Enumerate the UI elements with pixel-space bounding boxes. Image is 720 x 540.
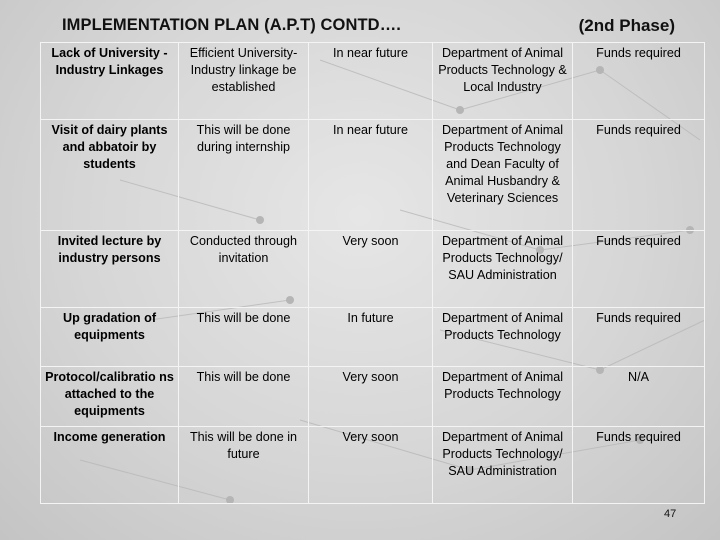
action-cell: This will be done xyxy=(179,308,309,367)
funds-cell: Funds required xyxy=(573,231,705,308)
responsibility-cell: Department of Animal Products Technology/ SAU Administration xyxy=(433,427,573,504)
responsibility-cell: Department of Animal Products Technology xyxy=(433,308,573,367)
funds-cell: Funds required xyxy=(573,427,705,504)
implementation-plan-table xyxy=(40,42,705,504)
issue-cell: Up gradation of equipments xyxy=(41,308,179,367)
table-row xyxy=(41,120,705,231)
responsibility-cell: Department of Animal Products Technology & Local Industry xyxy=(433,43,573,120)
phase-label: (2nd Phase) xyxy=(578,16,675,35)
action-cell: This will be done in future xyxy=(179,427,309,504)
funds-cell: Funds required xyxy=(573,308,705,367)
timeline-cell: In near future xyxy=(309,120,433,231)
timeline-cell: In future xyxy=(309,308,433,367)
action-cell: This will be done xyxy=(179,367,309,427)
responsibility-cell: Department of Animal Products Technology xyxy=(433,367,573,427)
issue-cell: Visit of dairy plants and abbatoir by students xyxy=(41,120,179,231)
funds-cell: Funds required xyxy=(573,120,705,231)
action-cell: Efficient University-Industry linkage be established xyxy=(179,43,309,120)
table-row xyxy=(41,427,705,504)
issue-cell: Income generation xyxy=(41,427,179,504)
responsibility-cell: Department of Animal Products Technology/ SAU Administration xyxy=(433,231,573,308)
action-cell: This will be done during internship xyxy=(179,120,309,231)
responsibility-cell: Department of Animal Products Technology and Dean Faculty of Animal Husbandry & Veterinary Sciences xyxy=(433,120,573,231)
action-cell: Conducted through invitation xyxy=(179,231,309,308)
timeline-cell: Very soon xyxy=(309,427,433,504)
slide-title: IMPLEMENTATION PLAN (A.P.T) CONTD…. xyxy=(62,16,401,34)
funds-cell: N/A xyxy=(573,367,705,427)
issue-cell: Lack of University -Industry Linkages xyxy=(41,43,179,120)
timeline-cell: In near future xyxy=(309,43,433,120)
table-row xyxy=(41,308,705,367)
page-number: 47 xyxy=(664,508,677,520)
funds-cell: Funds required xyxy=(573,43,705,120)
table-row xyxy=(41,367,705,427)
table-row xyxy=(41,43,705,120)
timeline-cell: Very soon xyxy=(309,367,433,427)
issue-cell: Protocol/calibratio ns attached to the equipments xyxy=(41,367,179,427)
timeline-cell: Very soon xyxy=(309,231,433,308)
issue-cell: Invited lecture by industry persons xyxy=(41,231,179,308)
table-row xyxy=(41,231,705,308)
